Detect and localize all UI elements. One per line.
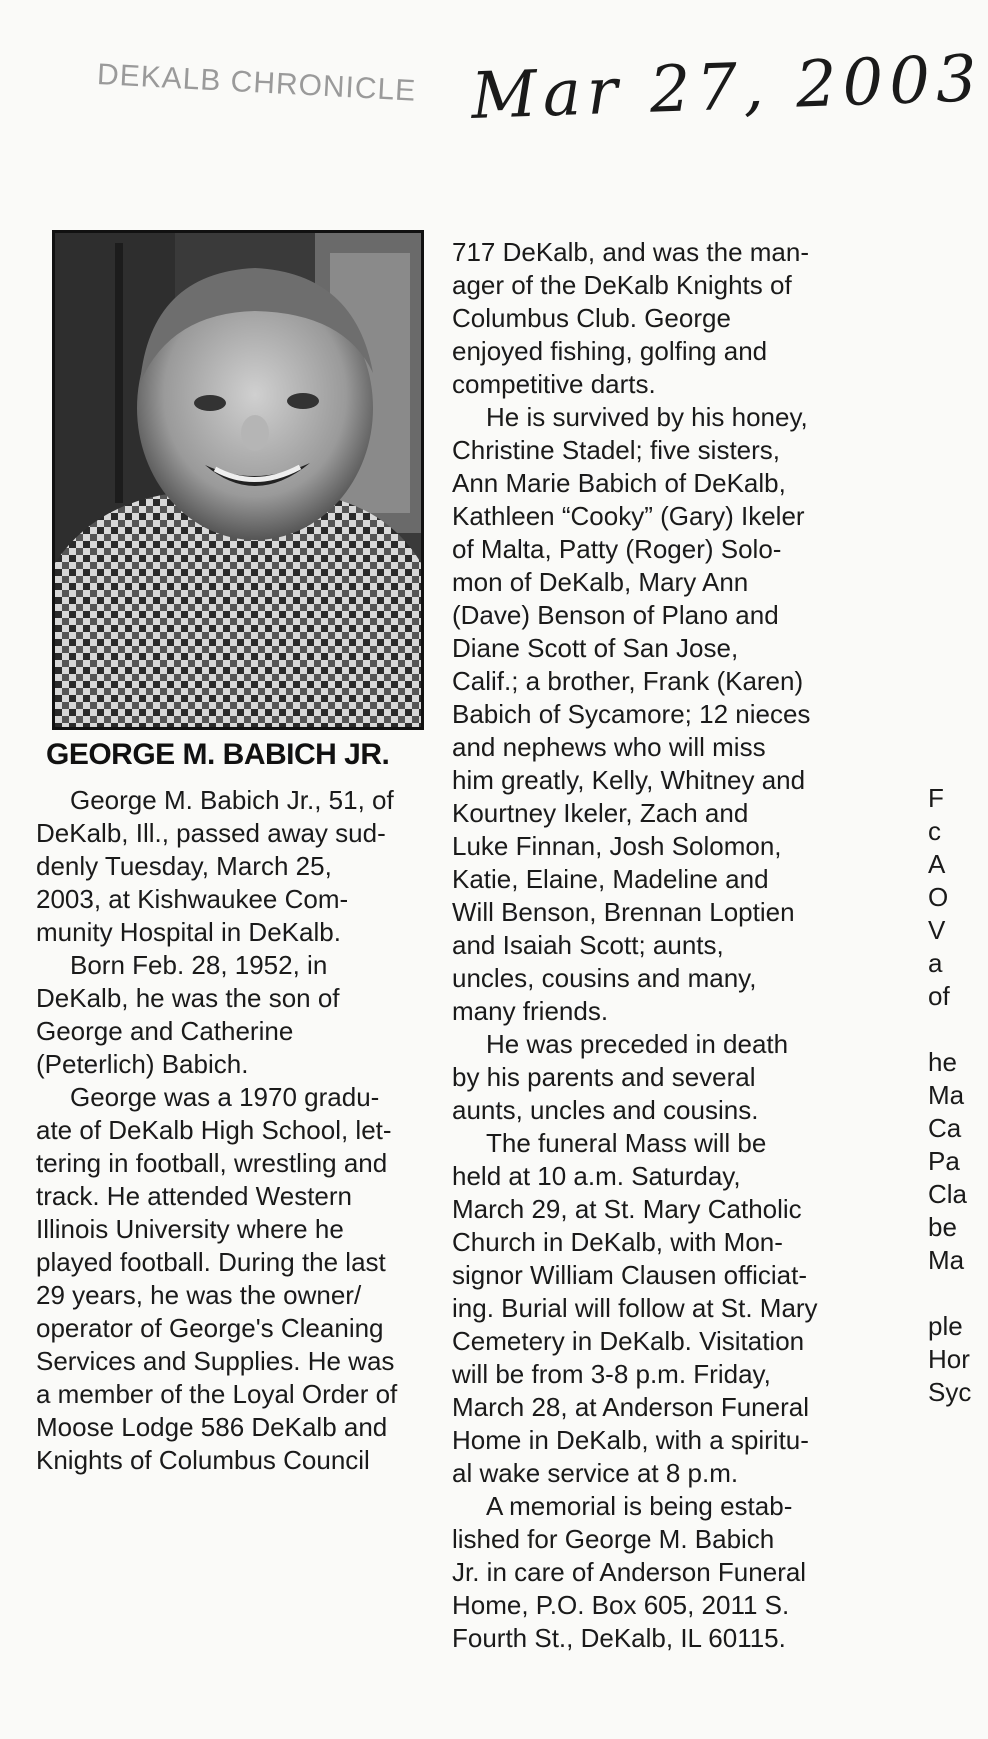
text-line: He is survived by his honey, bbox=[486, 402, 808, 432]
spacer bbox=[928, 1277, 988, 1310]
text-line: The funeral Mass will be bbox=[486, 1128, 767, 1158]
text-line: will be from 3-8 p.m. Friday, bbox=[452, 1359, 771, 1389]
text-line: ager of the DeKalb Knights of bbox=[452, 270, 792, 300]
text-line: Home, P.O. Box 605, 2011 S. bbox=[452, 1590, 790, 1620]
text-line: Luke Finnan, Josh Solomon, bbox=[452, 831, 782, 861]
text-line: enjoyed fishing, golfing and bbox=[452, 336, 768, 366]
text-line: tering in football, wrestling and bbox=[36, 1148, 388, 1178]
text-line: many friends. bbox=[452, 996, 609, 1026]
text-line: Columbus Club. George bbox=[452, 303, 731, 333]
text-line: Christine Stadel; five sisters, bbox=[452, 435, 781, 465]
text-line: Moose Lodge 586 DeKalb and bbox=[36, 1412, 388, 1442]
text-line: of Malta, Patty (Roger) Solo- bbox=[452, 534, 782, 564]
paragraph bbox=[452, 236, 852, 401]
text-fragment: be bbox=[928, 1212, 957, 1242]
text-fragment: c bbox=[928, 816, 941, 846]
text-line: signor William Clausen officiat- bbox=[452, 1260, 807, 1290]
text-fragment: Ma bbox=[928, 1245, 965, 1275]
text-fragment: a bbox=[928, 948, 943, 978]
text-line: March 29, at St. Mary Catholic bbox=[452, 1194, 802, 1224]
text-fragment: of bbox=[928, 981, 950, 1011]
text-line: Kourtney Ikeler, Zach and bbox=[452, 798, 749, 828]
text-line: March 28, at Anderson Funeral bbox=[452, 1392, 809, 1422]
text-line: Illinois University where he bbox=[36, 1214, 344, 1244]
text-line: Ann Marie Babich of DeKalb, bbox=[452, 468, 786, 498]
text-line: Jr. in care of Anderson Funeral bbox=[452, 1557, 807, 1587]
text-line: track. He attended Western bbox=[36, 1181, 353, 1211]
text-line: A memorial is being estab- bbox=[486, 1491, 793, 1521]
text-line: lished for George M. Babich bbox=[452, 1524, 775, 1554]
text-line: Babich of Sycamore; 12 nieces bbox=[452, 699, 811, 729]
column-2 bbox=[452, 236, 852, 1655]
text-line: munity Hospital in DeKalb. bbox=[36, 917, 341, 947]
text-line: operator of George's Cleaning bbox=[36, 1313, 384, 1343]
text-line: played football. During the last bbox=[36, 1247, 386, 1277]
text-line: a member of the Loyal Order of bbox=[36, 1379, 398, 1409]
text-line: and nephews who will miss bbox=[452, 732, 766, 762]
text-fragment: F bbox=[928, 783, 944, 813]
text-line: 717 DeKalb, and was the man- bbox=[452, 237, 809, 267]
text-line: DeKalb, Ill., passed away sud- bbox=[36, 818, 386, 848]
text-line: competitive darts. bbox=[452, 369, 656, 399]
newspaper-stamp: DEKALB CHRONICLE bbox=[96, 58, 417, 108]
paragraph bbox=[452, 1127, 852, 1490]
text-line: DeKalb, he was the son of bbox=[36, 983, 340, 1013]
text-line: Church in DeKalb, with Mon- bbox=[452, 1227, 783, 1257]
obituary-headline: GEORGE M. BABICH JR. bbox=[46, 738, 390, 771]
text-line: 29 years, he was the owner/ bbox=[36, 1280, 362, 1310]
paragraph bbox=[36, 1081, 426, 1477]
text-line: al wake service at 8 p.m. bbox=[452, 1458, 739, 1488]
text-line: held at 10 a.m. Saturday, bbox=[452, 1161, 741, 1191]
text-line: Knights of Columbus Council bbox=[36, 1445, 370, 1475]
text-fragment: Ca bbox=[928, 1113, 962, 1143]
text-line: ate of DeKalb High School, let- bbox=[36, 1115, 392, 1145]
text-fragment: Syc bbox=[928, 1377, 972, 1407]
text-line: ing. Burial will follow at St. Mary bbox=[452, 1293, 818, 1323]
handwritten-date: Mar 27, 2003 bbox=[470, 42, 984, 134]
text-line: 2003, at Kishwaukee Com- bbox=[36, 884, 349, 914]
paragraph bbox=[36, 784, 426, 949]
text-line: Services and Supplies. He was bbox=[36, 1346, 395, 1376]
text-line: Katie, Elaine, Madeline and bbox=[452, 864, 769, 894]
column-3-fragment bbox=[928, 782, 988, 1409]
text-line: Diane Scott of San Jose, bbox=[452, 633, 739, 663]
text-line: (Dave) Benson of Plano and bbox=[452, 600, 779, 630]
paragraph bbox=[452, 1490, 852, 1655]
paragraph bbox=[452, 401, 852, 1028]
text-line: Will Benson, Brennan Loptien bbox=[452, 897, 795, 927]
paragraph bbox=[36, 949, 426, 1081]
text-line: He was preceded in death bbox=[486, 1029, 789, 1059]
column-1 bbox=[36, 784, 426, 1477]
text-fragment: Pa bbox=[928, 1146, 960, 1176]
text-line: denly Tuesday, March 25, bbox=[36, 851, 332, 881]
text-line: by his parents and several bbox=[452, 1062, 756, 1092]
text-line: Cemetery in DeKalb. Visitation bbox=[452, 1326, 805, 1356]
text-line: George was a 1970 gradu- bbox=[70, 1082, 380, 1112]
text-line: George and Catherine bbox=[36, 1016, 294, 1046]
text-fragment: ple bbox=[928, 1311, 963, 1341]
text-fragment: O bbox=[928, 882, 949, 912]
text-line: uncles, cousins and many, bbox=[452, 963, 757, 993]
text-line: him greatly, Kelly, Whitney and bbox=[452, 765, 806, 795]
text-fragment: Hor bbox=[928, 1344, 970, 1374]
portrait-photo bbox=[52, 230, 424, 730]
text-line: Kathleen “Cooky” (Gary) Ikeler bbox=[452, 501, 805, 531]
paragraph bbox=[452, 1028, 852, 1127]
text-fragment: Ma bbox=[928, 1080, 965, 1110]
text-line: Home in DeKalb, with a spiritu- bbox=[452, 1425, 809, 1455]
text-line: aunts, uncles and cousins. bbox=[452, 1095, 759, 1125]
text-line: Fourth St., DeKalb, IL 60115. bbox=[452, 1623, 786, 1653]
text-line: (Peterlich) Babich. bbox=[36, 1049, 249, 1079]
text-fragment: A bbox=[928, 849, 946, 879]
text-fragment: V bbox=[928, 915, 946, 945]
text-line: Calif.; a brother, Frank (Karen) bbox=[452, 666, 804, 696]
text-line: George M. Babich Jr., 51, of bbox=[70, 785, 394, 815]
text-line: and Isaiah Scott; aunts, bbox=[452, 930, 724, 960]
text-line: mon of DeKalb, Mary Ann bbox=[452, 567, 749, 597]
text-fragment: he bbox=[928, 1047, 957, 1077]
spacer bbox=[928, 1013, 988, 1046]
text-fragment: Cla bbox=[928, 1179, 968, 1209]
text-line: Born Feb. 28, 1952, in bbox=[70, 950, 328, 980]
